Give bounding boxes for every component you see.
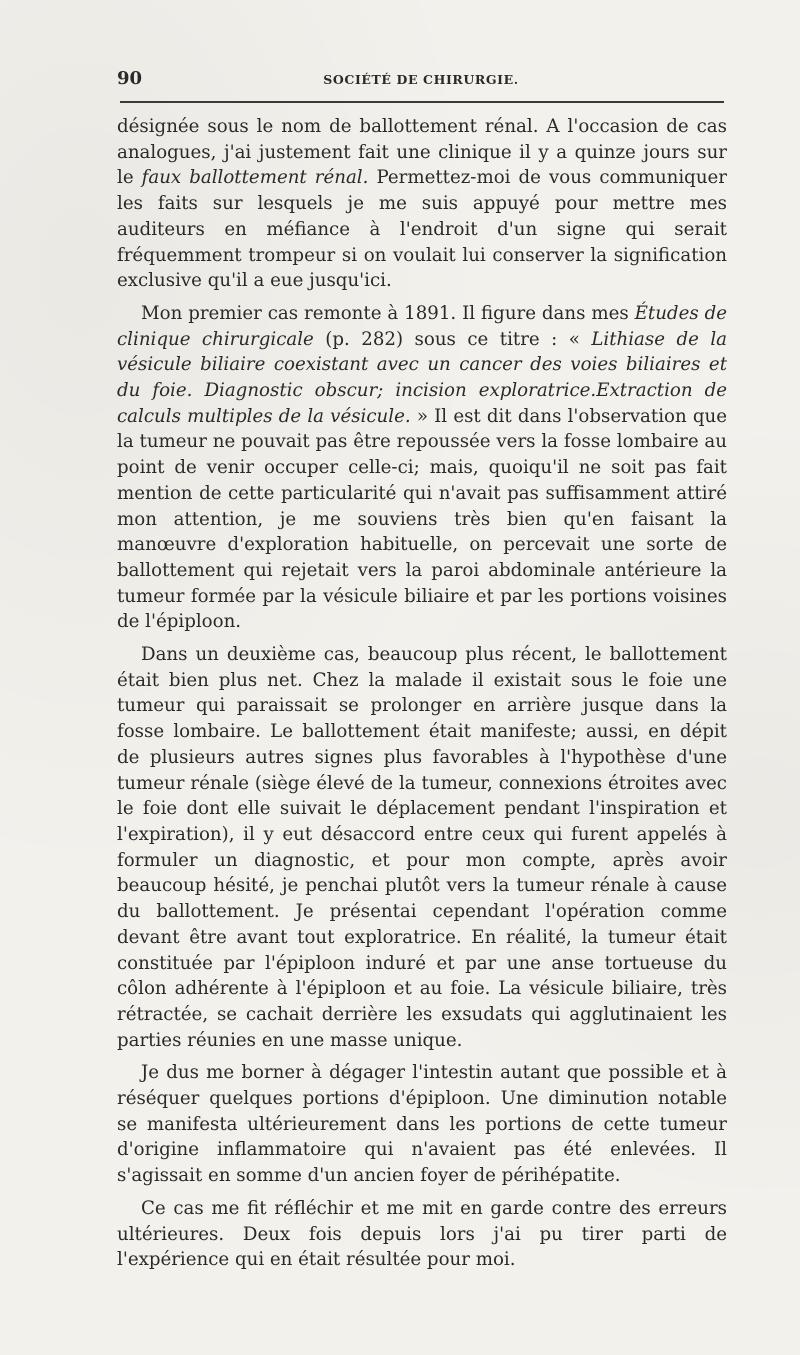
paragraph-5: Ce cas me fit réfléchir et me mit en garde contre des erreurs ultérieures. Deux fois depuis lors j'ai pu tirer parti de l'expérience qui en était résultée pour moi. <box>117 1197 727 1271</box>
paragraph-1-text-b: Permettez-moi de vous communiquer les faits sur lesquels je me suis appuyé pour mettre mes auditeurs en méfiance à l'endroit d'un signe qui serait fréquemment trompeur si on voulait lui conserver la signification exclusive qu'il a eue jusqu'ici. <box>117 167 728 292</box>
header-rule <box>120 101 724 103</box>
paragraph-4: Je dus me borner à dégager l'intestin autant que possible et à réséquer quelques portions d'épiploon. Une diminution notable se manifesta ultérieurement dans les portions de cette tumeur d'origine inflammatoire qui n'avaient pas été enlevées. Il s'agissait en somme d'un ancien foyer de périhépatite. <box>117 1062 727 1187</box>
paragraph-3: Dans un deuxième cas, beaucoup plus récent, le ballottement était bien plus net. Chez la malade il existait sous le foie une tumeur qui paraissait se prolonger en arrière jusque dans la fosse lombaire. Le ballottement était manifeste; aussi, en dépit de plusieurs autres signes plus favorables à l'hypothèse d'une tumeur rénale (siège élevé de la tumeur, connexions étroites avec le foie dont elle suivait le déplacement pendant l'inspiration et l'expiration), il y eut désaccord entre ceux qui furent appelés à formuler un diagnostic, et pour mon compte, après avoir beaucoup hésité, je penchai plutôt vers la tumeur rénale à cause du ballottement. Je présentai cependant l'opération comme devant être avant tout exploratrice. En réalité, la tumeur était constituée par l'épiploon induré et par une anse tortueuse du côlon adhérente à l'épiploon et au foie. La vésicule biliaire, très rétractée, se cachait derrière les exsudats qui agglutinaient les parties réunies en une masse unique. <box>117 644 727 1051</box>
paragraph-2-text-a: Mon premier cas remonte à 1891. Il figure dans mes <box>141 302 635 324</box>
paragraph-2-text-c: » Il est dit dans l'observation que la tumeur ne pouvait pas être repoussée vers la fosse lombaire au point de venir occuper celle-ci; mais, quoiqu'il ne soit pas fait mention de cette particularité qui n'avait pas suffisamment attiré mon attention, je me souviens très bien qu'en faisant la manœuvre d'exploration habituelle, on percevait une sorte de ballottement qui rejetait vers la paroi abdominale antérieure la tumeur formée par la vésicule biliaire et par les portions voisines de l'épiploon. <box>117 405 727 633</box>
running-title: SOCIÉTÉ DE CHIRURGIE. <box>323 72 519 87</box>
paragraph-2 <box>117 301 727 635</box>
paragraph-1-text-a: désignée sous le nom de ballottement rénal. A l'occasion de cas analogues, j'ai justement fait une clinique il y a quinze jours sur le <box>117 116 727 189</box>
page-number: 90 <box>117 68 143 89</box>
paragraph-1-italic: faux ballottement rénal. <box>141 167 369 189</box>
body-text <box>117 114 727 1280</box>
paragraph-2-book-title: Études de clinique chirurgicale <box>117 302 727 350</box>
paragraph-1 <box>117 114 727 294</box>
paragraph-2-case-title: Lithiase de la vésicule biliaire coexistant avec un cancer des voies biliaires et du foie. Diagnostic obscur; incision exploratrice.Extraction de calculs multiples de la vésicule. <box>117 328 727 427</box>
paragraph-2-text-b: (p. 282) sous ce titre : « <box>313 328 592 350</box>
page-header <box>117 62 725 92</box>
